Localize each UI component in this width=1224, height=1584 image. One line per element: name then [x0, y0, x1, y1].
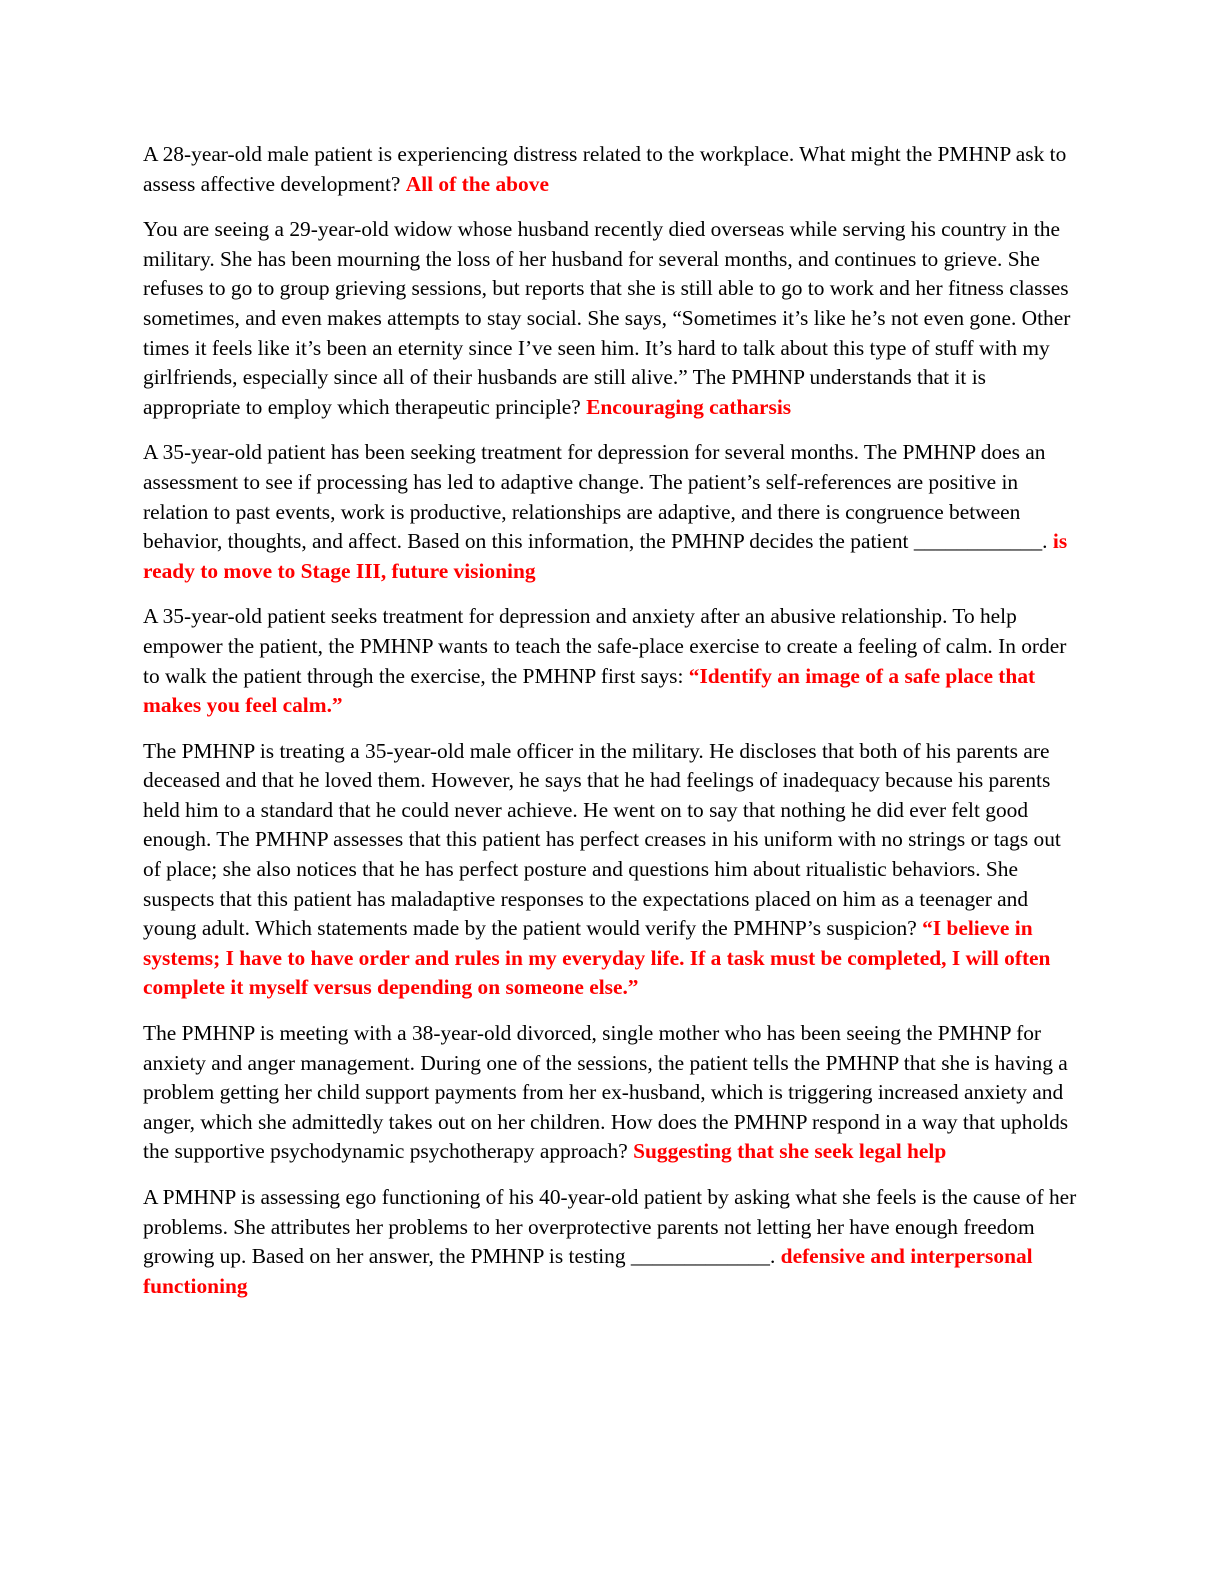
document-page	[143, 140, 1083, 1317]
qa-item-1	[143, 140, 1083, 199]
answer-text: Suggesting that she seek legal help	[633, 1139, 947, 1164]
qa-item-4	[143, 602, 1083, 720]
question-text: The PMHNP is meeting with a 38-year-old divorced, single mother who has been seeing the PMHNP for anxiety and anger management. During one of the sessions, the patient tells the PMHNP that she is having a problem getting her child support payments from her ex-husband, which is triggering increased anxiety and anger, which she admittedly takes out on her children. How does the PMHNP respond in a way that upholds the supportive psychodynamic psychotherapy approach?	[143, 1021, 1069, 1164]
answer-text: “I believe in systems; I have to have order and rules in my everyday life. If a task must be completed, I will often complete it myself versus depending on someone else.”	[143, 916, 1051, 1000]
question-text: A 35-year-old patient seeks treatment for depression and anxiety after an abusive relationship. To help empower the patient, the PMHNP wants to teach the safe-place exercise to create a feeling of calm. In order to walk the patient through the exercise, the PMHNP first says:	[143, 604, 1067, 688]
answer-text: Encouraging catharsis	[586, 394, 792, 419]
qa-item-3	[143, 438, 1083, 586]
qa-item-6	[143, 1019, 1083, 1167]
question-text: You are seeing a 29-year-old widow whose husband recently died overseas while serving his country in the military. She has been mourning the loss of her husband for several months, and continues to grieve. She refuses to go to group grieving sessions, but reports that she is still able to go to work and her fitness classes sometimes, and even makes attempts to stay social. She says, “Sometimes it’s like he’s not even gone. Other times it feels like it’s been an eternity since I’ve seen him. It’s hard to talk about this type of stuff with my girlfriends, especially since all of their husbands are still alive.” The PMHNP understands that it is appropriate to employ which therapeutic principle?	[143, 217, 1071, 419]
question-text: A 28-year-old male patient is experiencing distress related to the workplace. What might the PMHNP ask to assess affective development?	[143, 142, 1067, 196]
answer-text: is ready to move to Stage III, future visioning	[143, 529, 1068, 583]
answer-text: defensive and interpersonal functioning	[143, 1244, 1033, 1298]
qa-item-5	[143, 737, 1083, 1003]
answer-text: “Identify an image of a safe place that makes you feel calm.”	[143, 663, 1036, 718]
question-text: A 35-year-old patient has been seeking treatment for depression for several months. The PMHNP does an assessment to see if processing has led to adaptive change. The patient’s self-references are positive in relation to past events, work is productive, relationships are adaptive, and there is congruence between behavior, thoughts, and affect. Based on this information, the PMHNP decides the patient ____________.	[143, 440, 1048, 554]
qa-item-7	[143, 1183, 1083, 1301]
question-text: The PMHNP is treating a 35-year-old male officer in the military. He discloses that both of his parents are deceased and that he loved them. However, he says that he had feelings of inadequacy because his parents held him to a standard that he could never achieve. He went on to say that nothing he did ever felt good enough. The PMHNP assesses that this patient has perfect creases in his uniform with no strings or tags out of place; she also notices that he has perfect posture and questions him about ritualistic behaviors. She suspects that this patient has maladaptive responses to the expectations placed on him as a teenager and young adult. Which statements made by the patient would verify the PMHNP’s suspicion?	[143, 738, 1061, 941]
answer-text: All of the above	[405, 171, 549, 196]
qa-item-2	[143, 215, 1083, 422]
question-text: A PMHNP is assessing ego functioning of his 40-year-old patient by asking what she feels is the cause of her problems. She attributes her problems to her overprotective parents not letting her have enough freedom growing up. Based on her answer, the PMHNP is testing _____________.	[143, 1185, 1077, 1269]
